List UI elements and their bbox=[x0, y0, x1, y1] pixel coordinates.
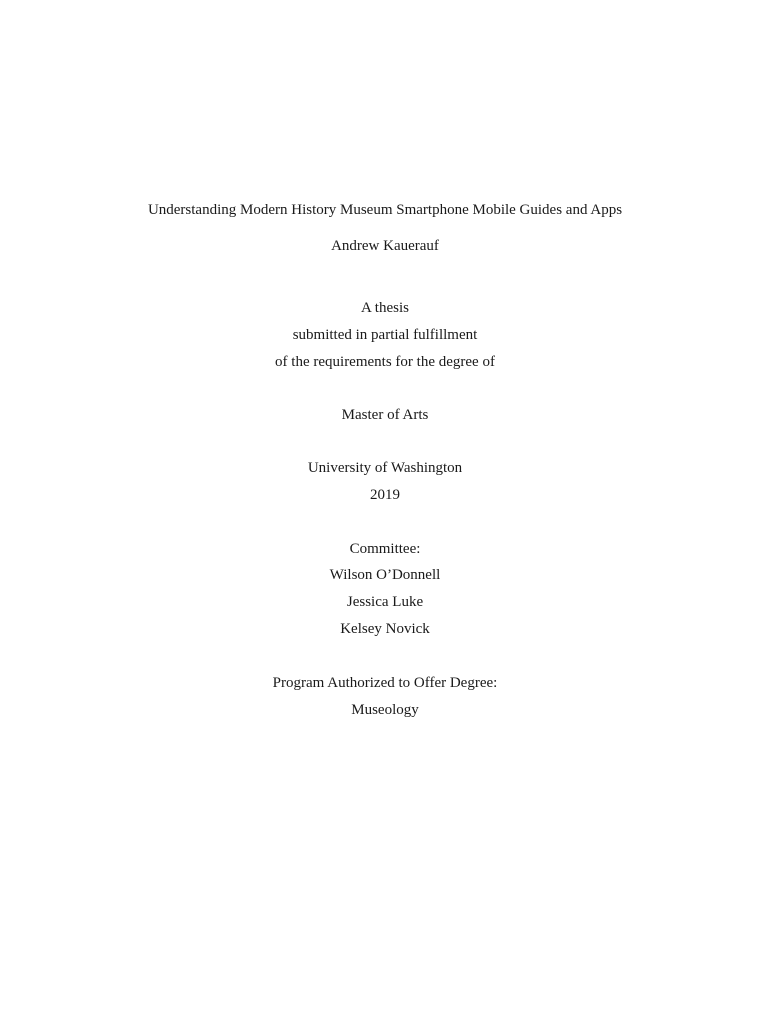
thesis-title: Understanding Modern History Museum Smartphone Mobile Guides and Apps bbox=[147, 202, 623, 218]
university-name: University of Washington bbox=[307, 460, 463, 476]
committee-member: Wilson O’Donnell bbox=[329, 567, 441, 583]
committee-member: Jessica Luke bbox=[346, 594, 424, 610]
program-name: Museology bbox=[351, 702, 419, 718]
submission-line: A thesis bbox=[361, 300, 409, 316]
committee-member: Kelsey Novick bbox=[340, 621, 430, 637]
committee-label: Committee: bbox=[349, 541, 421, 557]
author-name: Andrew Kauerauf bbox=[331, 238, 439, 254]
submission-line: of the requirements for the degree of bbox=[275, 354, 495, 370]
program-label: Program Authorized to Offer Degree: bbox=[272, 675, 498, 691]
degree-name: Master of Arts bbox=[341, 407, 429, 423]
submission-line: submitted in partial fulfillment bbox=[292, 327, 478, 343]
thesis-year: 2019 bbox=[370, 487, 400, 503]
